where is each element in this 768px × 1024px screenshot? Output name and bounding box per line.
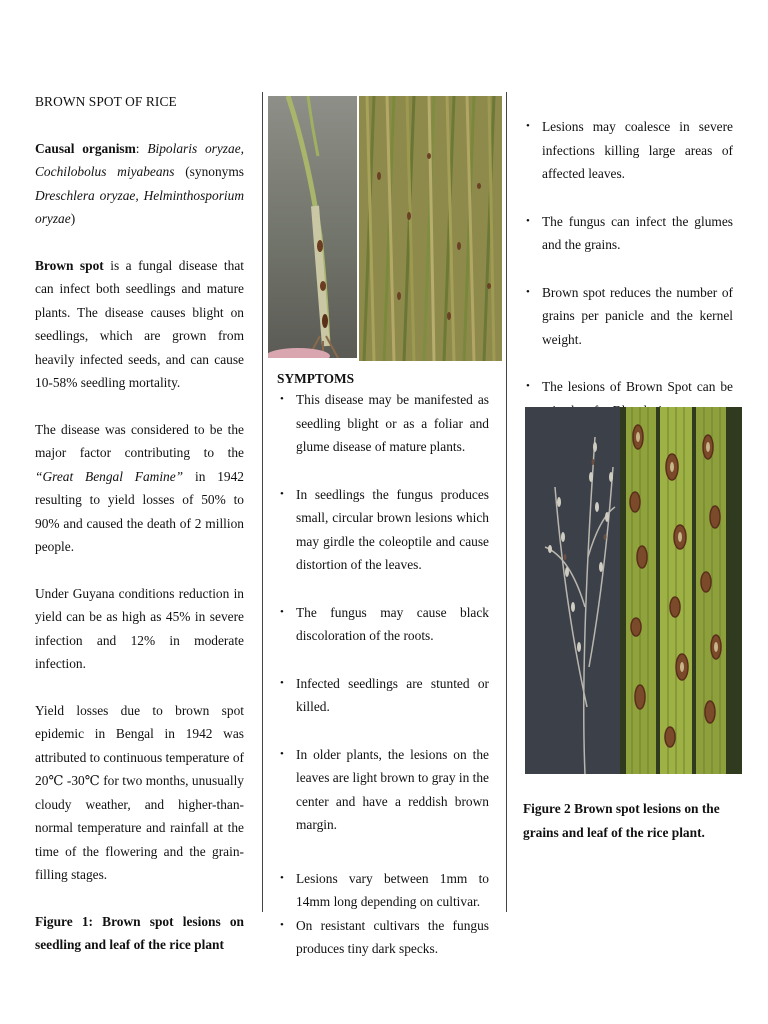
leaf-lesions-illustration [620, 407, 742, 774]
column-divider-right [506, 92, 507, 912]
column-divider-left [262, 92, 263, 912]
famine-paragraph: The disease was considered to be the major factor contributing to the “Great Bengal Famine” in 1942 resulting to yield losses of 50% to 90% and caused the death of 2 million people. [35, 421, 244, 554]
bullet-icon: • [280, 918, 284, 931]
rice-field-illustration [359, 96, 502, 361]
figure-1-field-photo [359, 96, 502, 361]
bullet-icon: • [280, 487, 284, 500]
list-item: • The lesions of Brown Spot can be [523, 375, 733, 422]
column-middle [277, 366, 489, 961]
figure-2-leaf-photo [620, 407, 742, 774]
list-item: • Brown spot reduces the number of grains per panicle and the kernel weight. [523, 281, 733, 352]
list-item: • Lesions may coalesce in severe infections killing large areas of affected leaves. [523, 115, 733, 186]
bullet-icon: • [280, 871, 284, 884]
bullet-icon: • [280, 393, 284, 405]
list-item: • In seedlings the fungus produces small, circular brown lesions which may girdle the coleoptile and cause distortion of the leaves. [277, 483, 489, 577]
effects-list [523, 115, 733, 422]
figure-2-caption-block [523, 797, 738, 844]
bullet-icon: • [526, 214, 530, 227]
bullet-icon: • [526, 380, 530, 392]
page-title: BROWN SPOT OF RICE [35, 94, 177, 109]
causal-species: Bipolaris oryzae, Cochilobolus miyabeans [35, 140, 244, 179]
column-right [523, 115, 733, 422]
causal-organism-label: Causal organism [35, 140, 136, 156]
causal-synonyms: Dreschlera oryzae, Helminthosporium oryzae [35, 187, 244, 226]
figure-2-panicle-photo [525, 407, 620, 774]
figure-1-caption: Figure 1: Brown spot lesions on seedling and leaf of the rice plant [35, 913, 244, 952]
guyana-paragraph: Under Guyana conditions reduction in yield can be as high as 45% in severe infection and 12% in moderate infection. [35, 585, 244, 671]
list-item: • The fungus may cause black discoloration of the roots. [277, 601, 489, 648]
list-item: • The fungus can infect the glumes and the grains. [523, 210, 733, 257]
bullet-icon: • [280, 747, 284, 760]
bengal-paragraph: Yield losses due to brown spot epidemic in Bengal in 1942 was attributed to continuous temperature of 20℃ -30℃ for two months, unusually cloudy weather, and higher-than-normal temperature and rainfall at the time of the flowering and the grain-filling stages. [35, 702, 244, 882]
list-item: • Lesions vary between 1mm to 14mm long depending on cultivar. [277, 867, 489, 914]
symptoms-heading: SYMPTOMS [277, 371, 355, 386]
seedling-illustration [268, 96, 357, 358]
list-item: • This disease may be manifested as seedling blight or as a foliar and glume disease of mature plants. [277, 388, 489, 459]
bullet-icon: • [526, 120, 530, 132]
bullet-icon: • [280, 676, 284, 689]
symptoms-list [277, 388, 489, 961]
column-left [35, 90, 244, 957]
figure-2-caption: Figure 2 Brown spot lesions on the grains and leaf of the rice plant. [523, 801, 720, 840]
intro-paragraph: Brown spot is a fungal disease that can infect both seedlings and mature plants. The disease causes blight on seedlings, which are grown from heavily infected seeds, and can cause 10-58% seedling mortality. [35, 257, 244, 390]
list-item: • On resistant cultivars the fungus produces tiny dark specks. [277, 914, 489, 961]
bullet-icon: • [280, 605, 284, 618]
figure-1-seedling-photo [268, 96, 357, 358]
panicle-illustration [525, 407, 620, 774]
bullet-icon: • [526, 285, 530, 298]
list-item: • Infected seedlings are stunted or killed. [277, 672, 489, 719]
causal-organism-paragraph: Causal organism: Bipolaris oryzae, Cochilobolus miyabeans (synonyms Dreschlera oryzae, Helminthosporium oryzae) [35, 140, 244, 226]
list-item: • In older plants, the lesions on the leaves are light brown to gray in the center and have a reddish brown margin. [277, 743, 489, 837]
